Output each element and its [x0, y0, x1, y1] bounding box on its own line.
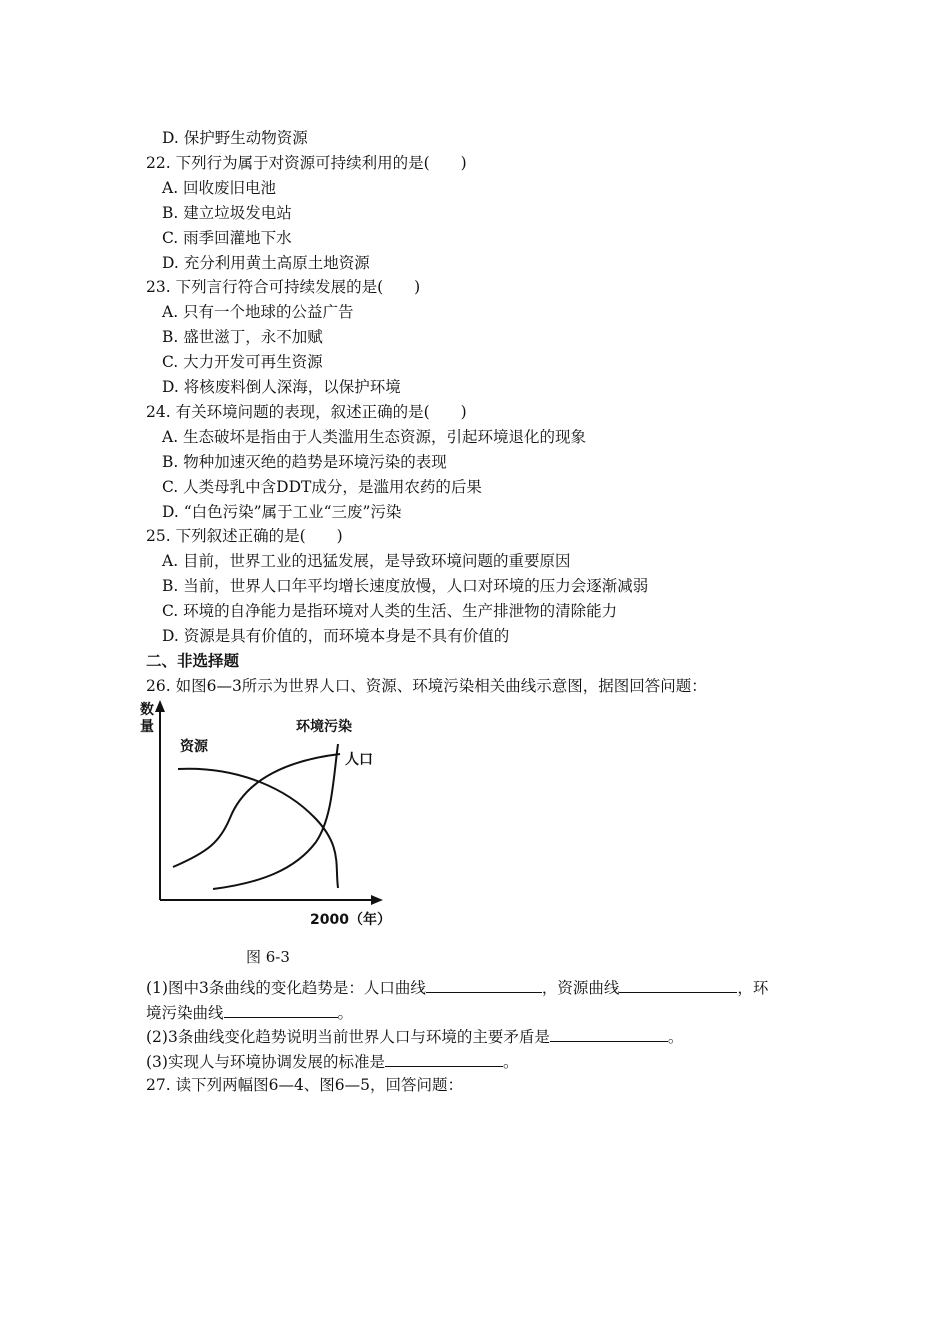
q26-sub1-line2 — [146, 1001, 353, 1023]
q24-option-b: B. 物种加速灭绝的趋势是环境污染的表现 — [162, 453, 447, 471]
figure-caption: 图 6-3 — [246, 948, 290, 966]
series-label-resources: 资源 — [180, 739, 208, 755]
q26-sub3 — [146, 1050, 518, 1072]
y-axis-label-line1: 数 — [140, 702, 154, 718]
q27-stem: 27. 读下列两幅图6—4、图6—5，回答问题： — [146, 1076, 464, 1094]
q23-option-a: A. 只有一个地球的公益广告 — [162, 303, 354, 321]
blank-pollution-trend[interactable] — [224, 1001, 338, 1018]
q22-option-d: D. 充分利用黄土高原土地资源 — [162, 254, 370, 272]
blank-resources-trend[interactable] — [619, 976, 737, 993]
series-line-pollution — [173, 754, 340, 867]
q23-option-c: C. 大力开发可再生资源 — [162, 353, 323, 371]
q26-sub1-text-e: 。 — [337, 1004, 354, 1022]
q26-sub1-text-d: 境污染曲线 — [146, 1004, 224, 1022]
q26-sub3-text-b: 。 — [502, 1053, 519, 1071]
q26-sub2 — [146, 1025, 683, 1047]
series-label-population: 人口 — [345, 752, 373, 768]
section-heading: 二、非选择题 — [146, 652, 240, 670]
q25-stem: 25. 下列叙述正确的是( ) — [146, 527, 343, 545]
q26-sub1-text-a: (1)图中3条曲线的变化趋势是：人口曲线 — [146, 979, 426, 997]
blank-population-trend[interactable] — [426, 976, 542, 993]
q26-stem: 26. 如图6—3所示为世界人口、资源、环境污染相关曲线示意图，据图回答问题： — [146, 677, 707, 695]
q22-option-c: C. 雨季回灌地下水 — [162, 229, 292, 247]
q25-option-a: A. 目前，世界工业的迅猛发展，是导致环境问题的重要原因 — [162, 552, 571, 570]
q26-sub1-text-c: ，环 — [737, 979, 769, 997]
y-axis-label-line2: 量 — [140, 719, 154, 735]
q22-option-a: A. 回收废旧电池 — [162, 179, 277, 197]
q22-option-b: B. 建立垃圾发电站 — [162, 204, 292, 222]
q23-option-d: D. 将核废料倒人深海，以保护环境 — [162, 378, 401, 396]
q26-sub1-text-b: ，资源曲线 — [541, 979, 620, 997]
q23-stem: 23. 下列言行符合可持续发展的是( ) — [146, 278, 421, 296]
q22-stem: 22. 下列行为属于对资源可持续利用的是( ) — [146, 154, 467, 172]
q24-stem: 24. 有关环境问题的表现，叙述正确的是( ) — [146, 403, 467, 421]
q26-sub2-text-b: 。 — [667, 1028, 684, 1046]
q25-option-c: C. 环境的自净能力是指环境对人类的生活、生产排泄物的清除能力 — [162, 602, 618, 620]
q23-option-b: B. 盛世滋丁，永不加赋 — [162, 328, 323, 346]
q21-option-d: D. 保护野生动物资源 — [162, 129, 308, 147]
q26-sub3-text-a: (3)实现人与环境协调发展的标准是 — [146, 1053, 385, 1071]
q24-option-a: A. 生态破坏是指由于人类滥用生态资源，引起环境退化的现象 — [162, 428, 587, 446]
series-label-pollution: 环境污染 — [296, 719, 352, 735]
blank-harmony-standard[interactable] — [385, 1050, 503, 1067]
series-line-population — [213, 744, 338, 889]
x-axis-label: 2000（年） — [310, 912, 391, 928]
q25-option-d: D. 资源是具有价值的，而环境本身是不具有价值的 — [162, 627, 510, 645]
series-line-resources — [178, 769, 338, 888]
y-axis-arrow — [155, 700, 165, 712]
blank-main-contradiction[interactable] — [550, 1025, 668, 1042]
q26-sub2-text-a: (2)3条曲线变化趋势说明当前世界人口与环境的主要矛盾是 — [146, 1028, 550, 1046]
q26-sub1-line1 — [146, 976, 768, 998]
x-axis-arrow — [371, 895, 383, 905]
q24-option-d: D. “白色污染”属于工业“三废”污染 — [162, 503, 402, 521]
q24-option-c: C. 人类母乳中含DDT成分，是滥用农药的后果 — [162, 478, 482, 496]
q25-option-b: B. 当前，世界人口年平均增长速度放慢，人口对环境的压力会逐渐减弱 — [162, 577, 649, 595]
chart-figure — [140, 700, 420, 940]
